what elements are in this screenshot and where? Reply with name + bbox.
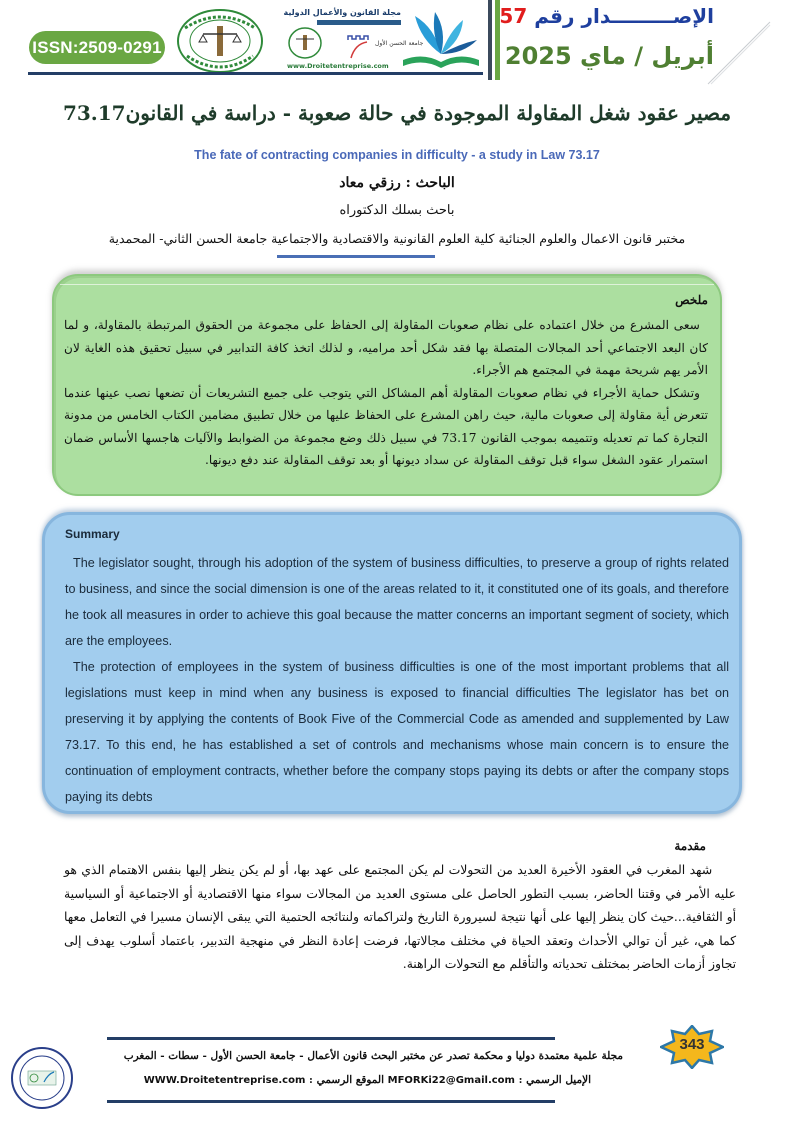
- journal-logo: [283, 4, 483, 72]
- author-degree: باحث بسلك الدكتوراه: [339, 203, 455, 218]
- abstract-arabic-box: [52, 274, 722, 496]
- introduction-paragraph: شهد المغرب في العقود الأخيرة العديد من التحولات لم يكن المجتمع على عهد بها، أو لم يكن ينظر إليها بنفس الاهتمام الذي هو عليه الأمر في وقتنا الحاضر، بسبب التطور الحاصل على مستوى العديد من المجالات سواء منها الاقتصادية أو الاجتماعية أو السياسية أو الثقافية...حيث كان ينظر إليها على أنها نتيجة لسيرورة التاريخ ولتراكماته ولنتائجه الحتمية التي يبقى الإنسان مسيرا في التعامل معها كما هي، غير أن توالي الأحداث وتعقد الحياة في مختلف مجالاتها، فرضت إعادة النظر في منهجية التدبير، باعتماد أسلوب يهدف إلى تجاوز أزمات الحاضر بمختلف تحدياته والتأقلم مع التحولات الراهنة.: [64, 863, 736, 971]
- circular-editor-stamp-icon: [10, 1046, 74, 1110]
- header-rule: [28, 72, 483, 75]
- footer-journal-description: مجلة علمية معتمدة دوليا و محكمة تصدر عن مختبر البحث قانون الأعمال - جامعة الحسن الأول - سطات - المغرب: [123, 1050, 623, 1062]
- issn-badge: ISSN:2509-0291: [29, 31, 165, 64]
- header-divider-dark: [488, 0, 492, 80]
- footer-site-label: الموقع الرسمي :: [309, 1074, 384, 1086]
- journal-logo-url: www.Droitetentreprise.com: [287, 62, 389, 70]
- open-book-leaves-icon: [401, 10, 481, 72]
- abstract-arabic-paragraph: وتشكل حماية الأجراء في نظام صعوبات المقاولة أهم المشاكل التي يتوجب على جميع التشريعات أن تضعها نصب عينها عندما تتعرض أية مقاولة إلى صعوبات مالية، حيث راهن المشرع على الحفاظ عليها من خلال تطبيق مضامين الكتاب الخامس من مدونة التجارة كما تم تعديله وتتميمه بموجب القانون 73.17 في سبيل ذلك وضع مجموعة من الضوابط والآليات هاجسها الأساس ضمان استمرار عقود الشغل سواء قبل توقف المقاولة عن سداد ديونها أو بعد توقف المقاولة عند دفع ديونها.: [64, 385, 708, 467]
- footer-email-label: الإميل الرسمي :: [518, 1074, 591, 1086]
- issue-date: أبريل / ماي 2025: [504, 42, 714, 70]
- introduction-body: [64, 859, 736, 977]
- footer-email-link[interactable]: MFORKi22@Gmail.com: [387, 1075, 515, 1086]
- issue-number: 57: [499, 4, 528, 28]
- footer-rule-bottom: [107, 1100, 555, 1103]
- abstract-arabic-paragraph: سعى المشرع من خلال اعتماده على نظام صعوبات المقاولة إلى الحفاظ على مجموعة من الحقوق المرتبطة بالمقاولة، و لما كان البعد الاجتماعي أحد المجالات المتصلة بها فقد شكل أحد مراميه، و لذلك اتخذ كافة التدابير في سبيل تحقيق هذه الغاية لان الأمر يهم شريحة مهمة في المجتمع هم الأجراء.: [64, 318, 708, 377]
- journal-logo-subtitle-bar: [317, 20, 401, 25]
- abstract-arabic-body: [64, 314, 708, 472]
- issue-label: الإصـــــــــدار رقم: [534, 4, 714, 28]
- abstract-english-paragraph: The protection of employees in the system of business difficulties is one of the most important problems that all legislations must keep in mind when any business is exposed to financial difficulties The legislator has bet on preserving it by applying the contents of Book Five of the Commercial Code as amended and supplemented by Law 73.17. To this end, he has established a set of controls and mechanisms whose main concern is to ensure the continuation of employment contracts, whether before the company stops paying its debts or after the company stops paying its debts: [65, 660, 729, 804]
- abstract-english-paragraph: The legislator sought, through his adoption of the system of business difficulties, to preserve a group of rights related to business, and since the social dimension is one of the areas related to it, it constituted one of its goals, and therefore he took all measures in order to achieve this goal because the matter concerns an important segment of society, which are the employees.: [65, 556, 729, 648]
- issue-number-line: [499, 4, 714, 28]
- abstract-english-heading: Summary: [65, 527, 120, 541]
- article-title-arabic: مصير عقود شغل المقاولة الموجودة في حالة صعوبة - دراسة في القانون73.17: [62, 101, 732, 125]
- page-number-badge: [660, 1025, 724, 1069]
- abstract-arabic-heading: ملخص: [675, 293, 708, 307]
- abstract-english-box: [42, 512, 742, 814]
- footer-site-link[interactable]: WWW.Droitetentreprise.com: [143, 1075, 306, 1086]
- page-number: 343: [679, 1036, 705, 1053]
- author-affiliation: مختبر قانون الاعمال والعلوم الجنائية كلية العلوم القانونية والاقتصادية والاجتماعية جامعة الحسن الثاني- المحمدية: [108, 231, 686, 246]
- introduction-heading: مقدمة: [674, 839, 706, 853]
- university-tower-icon: [345, 34, 371, 60]
- university-label: جامعة الحسن الأول: [375, 40, 424, 47]
- journal-logo-title: مجلة القانون والأعمال الدولية: [283, 8, 401, 17]
- abstract-english-body: [65, 550, 729, 810]
- author-name: الباحث : رزقي معاد: [339, 175, 455, 191]
- article-title-english: The fate of contracting companies in difficulty - a study in Law 73.17: [194, 148, 600, 162]
- decorative-diagonal-lines: [706, 20, 772, 86]
- affiliation-underline: [277, 255, 435, 258]
- scales-of-justice-lab-seal-icon: [175, 8, 265, 74]
- footer-contact-line: [107, 1074, 591, 1086]
- footer-rule-top: [107, 1037, 555, 1040]
- lab-seal-small-icon: [287, 26, 323, 60]
